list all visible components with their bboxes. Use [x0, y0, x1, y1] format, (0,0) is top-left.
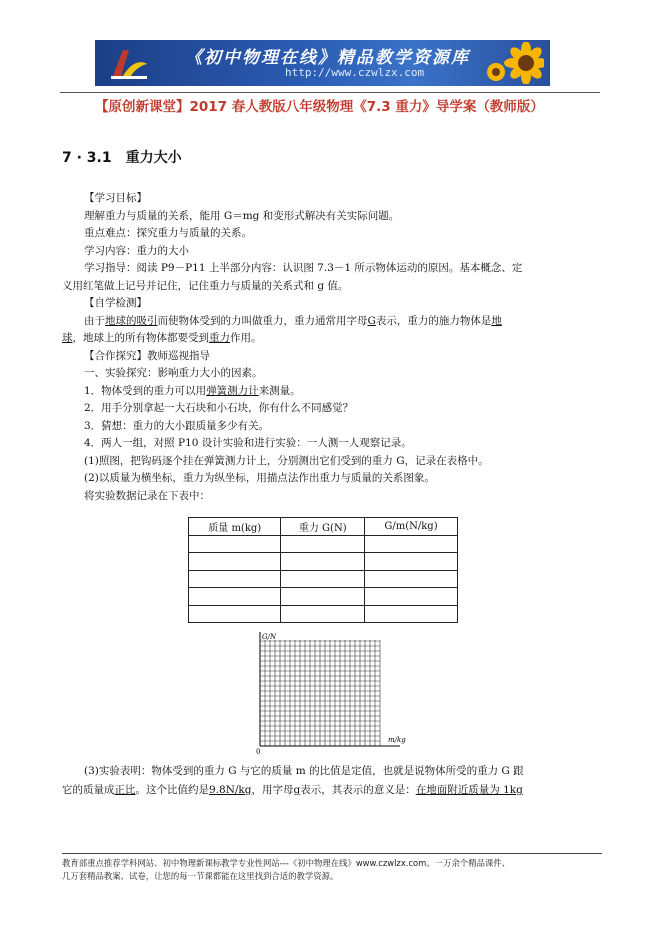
table-header-row	[189, 518, 458, 536]
answer-letter-g: G	[367, 314, 376, 327]
table-cell	[365, 570, 458, 588]
header-ratio: G/m(N/kg)	[365, 518, 458, 536]
table-row	[189, 553, 458, 571]
objective-heading: 【学习目标】	[84, 192, 147, 204]
table-cell	[365, 588, 458, 606]
footer-line-1: 教育部重点推荐学科网站、初中物理新课标教学专业性网站---《初中物理在线》www.czwlzx.com。一万余个精品课件、	[62, 858, 511, 868]
answer-spring-scale: 弹簧测力计	[206, 384, 259, 397]
table-cell	[281, 570, 365, 588]
conclusion-line-2: 它的质量成正比。这个比值约是9.8N/kg，用字母g表示，其表示的意义是：在地面附近质量为 1kg	[62, 784, 523, 796]
step-3: 3．猜想：重力的大小跟质量多少有关。	[84, 419, 270, 432]
objective-text: 理解重力与质量的关系，能用 G＝mg 和变形式解决有关实际问题。	[84, 209, 400, 222]
section-title: 7 · 3.1 重力大小	[62, 150, 182, 166]
experiment-title: 一、实验探究：影响重力大小的因素。	[84, 367, 263, 379]
sunflower-icon	[482, 42, 544, 84]
table-cell	[365, 535, 458, 553]
coordinate-grid	[252, 630, 412, 756]
learning-guide: 学习指导：阅读 P9－P11 上半部分内容：认识图 7.3－1 所示物体运动的原因。基本概念、定	[84, 262, 523, 274]
footer-line-2: 几万套精品教案、试卷，让您的每一节课都能在这里找到合适的教学资源。	[62, 871, 339, 881]
self-check-line-1: 由于地球的吸引而使物体受到的力叫做重力，重力通常用字母G表示，重力的施力物体是地	[84, 314, 502, 327]
lesson-body	[62, 190, 592, 505]
header-banner	[95, 40, 550, 86]
step-4-2: (2)以质量为横坐标，重力为纵坐标，用描点法作出重力与质量的关系图象。	[84, 472, 435, 484]
answer-earth-2: 球	[62, 332, 73, 344]
key-points: 重点难点：探究重力与质量的关系。	[84, 227, 252, 239]
table-cell	[281, 553, 365, 571]
conclusion	[62, 762, 592, 800]
table-cell	[365, 605, 458, 623]
table-cell	[189, 588, 281, 606]
learning-guide-cont: 义用红笔做上记号并记住，记住重力与质量的关系式和 g 值。	[62, 279, 349, 292]
step-1: 1．物体受到的重力可以用弹簧测力计来测量。	[84, 384, 301, 397]
step-2: 2．用手分别拿起一大石块和小石块，你有什么不同感觉？	[84, 402, 354, 414]
x-axis-label: m/kg	[388, 736, 406, 744]
table-row	[189, 570, 458, 588]
learning-content: 学习内容：重力的大小	[84, 244, 189, 257]
header-gravity: 重力 G(N)	[281, 518, 365, 536]
answer-earth-1: 地	[491, 314, 502, 327]
answer-symbol-g: g	[293, 784, 301, 796]
conclusion-line-1: (3)实验表明：物体受到的重力 G 与它的质量 m 的比值是定值，也就是说物体所受的重力 G 跟	[84, 765, 524, 777]
header-mass: 质量 m(kg)	[189, 518, 281, 536]
table-cell	[281, 605, 365, 623]
footer	[62, 857, 602, 883]
y-axis-label: G/N	[262, 633, 277, 641]
answer-proportional: 正比	[114, 784, 136, 796]
header-rule	[60, 92, 600, 93]
table-cell	[189, 605, 281, 623]
table-row	[189, 588, 458, 606]
logo-icon	[109, 46, 149, 82]
data-table	[188, 517, 458, 623]
answer-g-value: 9.8N/kg	[209, 784, 252, 796]
step-4-1: (1)照图，把钩码逐个挂在弹簧测力计上，分别测出它们受到的重力 G，记录在表格中。	[84, 454, 489, 467]
table-body	[189, 535, 458, 623]
doc-title: 【原创新课堂】2017 春人教版八年级物理《7.3 重力》导学案（教师版）	[95, 99, 544, 115]
table-row	[189, 535, 458, 553]
answer-gravity: 重力	[209, 332, 230, 344]
table-row	[189, 605, 458, 623]
table-cell	[281, 588, 365, 606]
origin-label: 0	[256, 748, 261, 756]
table-cell	[189, 535, 281, 553]
answer-earth-attraction: 地球的吸引	[105, 314, 158, 327]
grid-lines	[260, 640, 380, 746]
answer-meaning: 在地面附近质量为 1kg	[415, 784, 523, 796]
table-intro: 将实验数据记录在下表中：	[84, 489, 210, 502]
banner-title: 《初中物理在线》精品教学资源库	[185, 48, 470, 68]
table-cell	[189, 553, 281, 571]
footer-rule	[62, 853, 602, 854]
table-cell	[281, 535, 365, 553]
step-4: 4．两人一组，对照 P10 设计实验和进行实验：一人测一人观察记录。	[84, 437, 412, 449]
banner-url: http://www.czwlzx.com	[285, 66, 425, 79]
self-check-heading: 【自学检测】	[84, 297, 147, 309]
cooperation-heading: 【合作探究】教师巡视指导	[84, 349, 210, 362]
self-check-line-2: 球，地球上的所有物体都要受到重力作用。	[62, 332, 262, 344]
table-cell	[189, 570, 281, 588]
table-cell	[365, 553, 458, 571]
